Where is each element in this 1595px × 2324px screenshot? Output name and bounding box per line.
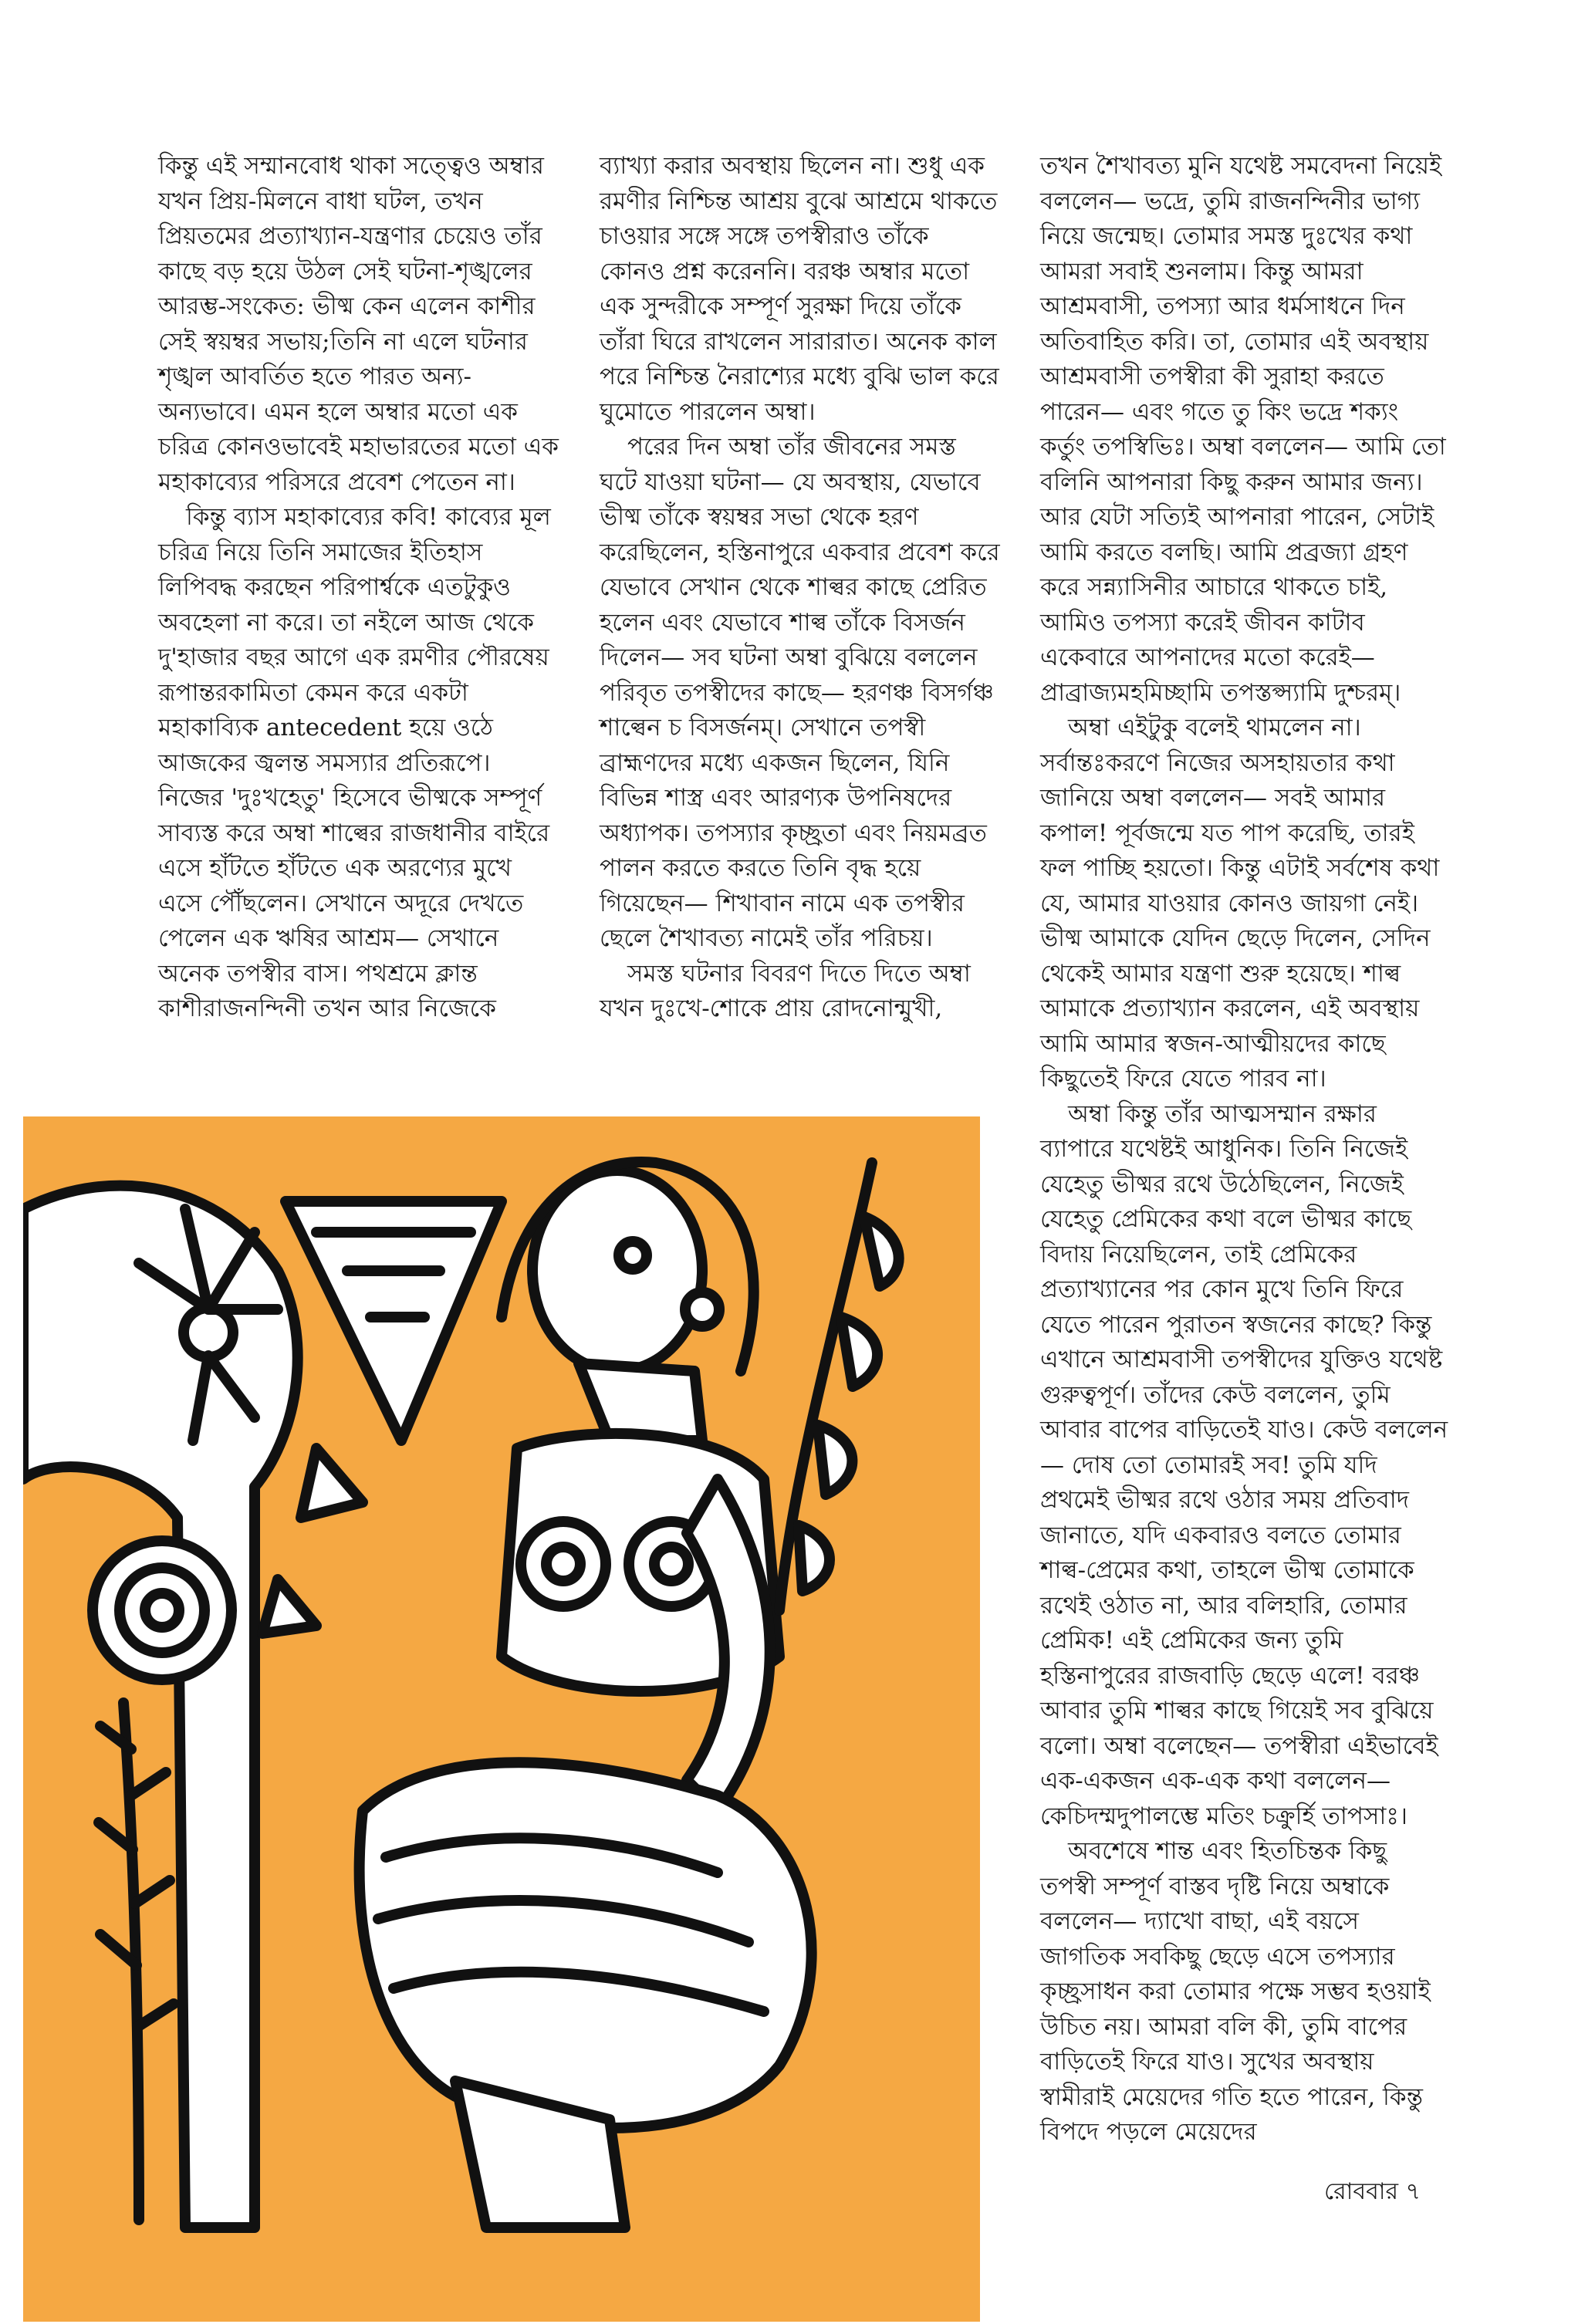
spiral-inner xyxy=(145,1593,179,1627)
paragraph: অম্বা এইটুকু বলেই থামলেন না। সর্বান্তঃকরণে নিজের অসহায়তার কথা জানিয়ে অম্বা বললেন— সবই আমার কপাল! পূর্বজন্মে যত পাপ করেছি, তারই ফল পাচ্ছি হয়তো। কিন্তু এটাই সর্বশেষ কথা যে, আমার যাওয়ার কোনও জায়গা নেই। ভীষ্ম আমাকে যেদিন ছেড়ে দিলেন, সেদিন থেকেই আমার যন্ত্রণা শুরু হয়েছে। শাল্ব আমাকে প্রত্যাখ্যান করলেন, এই অবস্থায় আমি আমার স্বজন-আত্মীয়দের কাছে কিছুতেই ফিরে যেতে পারব না। xyxy=(1040,714,1440,1093)
paragraph: ব্যাখ্যা করার অবস্থায় ছিলেন না। শুধু এক রমণীর নিশ্চিন্ত আশ্রয় বুঝে আশ্রমে থাকতে চাওয়ার সঙ্গে সঙ্গে তপস্বীরাও তাঁকে কোনও প্রশ্ন করেননি। বরঞ্চ অম্বার মতো এক সুন্দরীকে সম্পূর্ণ সুরক্ষা দিয়ে তাঁকে তাঁরা ঘিরে রাখলেন সারারাত। অনেক কাল পরে নিশ্চিন্ত নৈরাশ্যের মধ্যে বুঝি ভাল করে ঘুমোতে পারলেন অম্বা। xyxy=(600,152,999,426)
text-column-2 xyxy=(600,149,1001,1027)
flower-center xyxy=(184,1308,233,1357)
page-folio: রোববার ৭ xyxy=(1324,2178,1421,2205)
woman-ornament-left-inner xyxy=(546,1547,580,1581)
woman-earring xyxy=(685,1292,719,1326)
paragraph: সমস্ত ঘটনার বিবরণ দিতে দিতে অম্বা যখন দুঃখে-শোকে প্রায় রোদনোন্মুখী, xyxy=(600,959,971,1022)
text-column-1 xyxy=(158,149,559,1027)
woman-illustration xyxy=(23,1116,980,2322)
paragraph: তখন শৈখাবত্য মুনি যথেষ্ট সমবেদনা নিয়েই বললেন— ভদ্রে, তুমি রাজনন্দিনীর ভাগ্য নিয়ে জন্মেছ। তোমার সমস্ত দুঃখের কথা আমরা সবাই শুনলাম। কিন্তু আমরা আশ্রমবাসী, তপস্যা আর ধর্মসাধনে দিন অতিবাহিত করি। তা, তোমার এই অবস্থায় আশ্রমবাসী তপস্বীরা কী সুরাহা করতে পারেন— এবং গতে তু কিং ভদ্রে শক্যং কর্তুং তপস্বিভিঃ। অম্বা বললেন— আমি তো বলিনি আপনারা কিছু করুন আমার জন্য। আর যেটা সত্যিই আপনারা পারেন, সেটাই আমি করতে বলছি। আমি প্রব্রজ্যা গ্রহণ করে সন্ন্যাসিনীর আচারে থাকতে চাই, আমিও তপস্যা করেই জীবন কাটাব একেবারে আপনাদের মতো করেই— প্রাব্রাজ্যমহমিচ্ছামি তপস্তপ্স্যামি দুশ্চরম্। xyxy=(1040,152,1446,707)
paragraph: অম্বা কিন্তু তাঁর আত্মসম্মান রক্ষার ব্যাপারে যথেষ্টই আধুনিক। তিনি নিজেই যেহেতু ভীষ্মর রথে উঠেছিলেন, নিজেই যেহেতু প্রেমিকের কথা বলে ভীষ্মর কাছে বিদায় নিয়েছিলেন, তাই প্রেমিকের প্রত্যাখ্যানের পর কোন মুখে তিনি ফিরে যেতে পারেন পুরাতন স্বজনের কাছে? কিন্তু এখানে আশ্রমবাসী তপস্বীদের যুক্তিও যথেষ্ট গুরুত্বপূর্ণ। তাঁদের কেউ বললেন, তুমি আবার বাপের বাড়িতেই যাও। কেউ বললেন— দোষ তো তোমারই সব! তুমি যদি প্রথমেই ভীষ্মর রথে ওঠার সময় প্রতিবাদ জানাতে, যদি একবারও বলতে তোমার শাল্ব-প্রেমের কথা, তাহলে ভীষ্ম তোমাকে রথেই ওঠাত না, আর বলিহারি, তোমার প্রেমিক! এই প্রেমিকের জন্য তুমি হস্তিনাপুরের রাজবাড়ি ছেড়ে এলে! বরঞ্চ আবার তুমি শাল্বর কাছে গিয়েই সব বুঝিয়ে বলো। অম্বা বলেছেন— তপস্বীরা এইভাবেই এক-একজন এক-এক কথা বললেন— কেচিদম্মদুপালম্ভে মতিং চক্রুর্হি তাপসাঃ। xyxy=(1040,1100,1448,1830)
triangle-decor xyxy=(301,1448,363,1518)
arch-shape xyxy=(23,1186,298,2228)
paragraph: অবশেষে শান্ত এবং হিতচিন্তক কিছু তপস্বী সম্পূর্ণ বাস্তব দৃষ্টি নিয়ে অম্বাকে বললেন— দ্যাখো বাছা, এই বয়সে জাগতিক সবকিছু ছেড়ে এসে তপস্যার কৃচ্ছ্রসাধন করা তোমার পক্ষে সম্ভব হওয়াই উচিত নয়। আমরা বলি কী, তুমি বাপের বাড়িতেই ফিরে যাও। সুখের অবস্থায় স্বামীরাই মেয়েদের গতি হতে পারেন, কিন্তু বিপদে পড়লে মেয়েদের xyxy=(1040,1837,1431,2146)
triangle-decor xyxy=(262,1579,316,1633)
paragraph: পরের দিন অম্বা তাঁর জীবনের সমস্ত ঘটে যাওয়া ঘটনা— যে অবস্থায়, যেভাবে ভীষ্ম তাঁকে স্বয়ম্বর সভা থেকে হরণ করেছিলেন, হস্তিনাপুরে একবার প্রবেশ করে যেভাবে সেখান থেকে শাল্বর কাছে প্রেরিত হলেন এবং যেভাবে শাল্ব তাঁকে বিসর্জন দিলেন— সব ঘটনা অম্বা বুঝিয়ে বললেন পরিবৃত তপস্বীদের কাছে— হরণঞ্চ বিসর্গঞ্চ শাল্বেন চ বিসর্জনম্। সেখানে তপস্বী ব্রাহ্মণদের মধ্যে একজন ছিলেন, যিনি বিভিন্ন শাস্ত্র এবং আরণ্যক উপনিষদের অধ্যাপক। তপস্যার কৃচ্ছ্রতা এবং নিয়মব্রত পালন করতে করতে তিনি বৃদ্ধ হয়ে গিয়েছেন— শিখাবান নামে এক তপস্বীর ছেলে শৈখাবত্য নামেই তাঁর পরিচয়। xyxy=(600,433,1000,952)
woman-eye xyxy=(619,1241,647,1269)
illustration-drawing xyxy=(23,1116,980,2322)
paragraph: কিন্তু এই সম্মানবোধ থাকা সত্ত্বেও অম্বার যখন প্রিয়-মিলনে বাধা ঘটল, তখন প্রিয়তমের প্রত্যাখ্যান-যন্ত্রণার চেয়েও তাঁর কাছে বড় হয়ে উঠল সেই ঘটনা-শৃঙ্খলের আরম্ভ-সংকেত: ভীষ্ম কেন এলেন কাশীর সেই স্বয়ম্বর সভায়;তিনি না এলে ঘটনার শৃঙ্খল আবর্তিত হতে পারত অন্য-অন্যভাবে। এমন হলে অম্বার মতো এক চরিত্র কোনওভাবেই মহাভারতের মতো এক মহাকাব্যের পরিসরে প্রবেশ পেতেন না। xyxy=(158,152,559,496)
text-column-3 xyxy=(1040,149,1449,2150)
paragraph: কিন্তু ব্যাস মহাকাব্যের কবি! কাব্যের মূল চরিত্র নিয়ে তিনি সমাজের ইতিহাস লিপিবদ্ধ করছেন পরিপার্শ্বকে এতটুকুও অবহেলা না করে। তা নইলে আজ থেকে দু'হাজার বছর আগে এক রমণীর পৌরষেয় রূপান্তরকামিতা কেমন করে একটা মহাকাব্যিক antecedent হয়ে ওঠে আজকের জ্বলন্ত সমস্যার প্রতিরূপে। নিজের 'দুঃখহেতু' হিসেবে ভীষ্মকে সম্পূর্ণ সাব্যস্ত করে অম্বা শাল্বের রাজধানীর বাইরে এসে হাঁটতে হাঁটতে এক অরণ্যের মুখে এসে পৌঁছলেন। সেখানে অদূরে দেখতে পেলেন এক ঋষির আশ্রম— সেখানে অনেক তপস্বীর বাস। পথশ্রমে ক্লান্ত কাশীরাজনন্দিনী তখন আর নিজেকে xyxy=(158,503,551,1022)
woman-ornament-right-inner xyxy=(654,1547,688,1581)
